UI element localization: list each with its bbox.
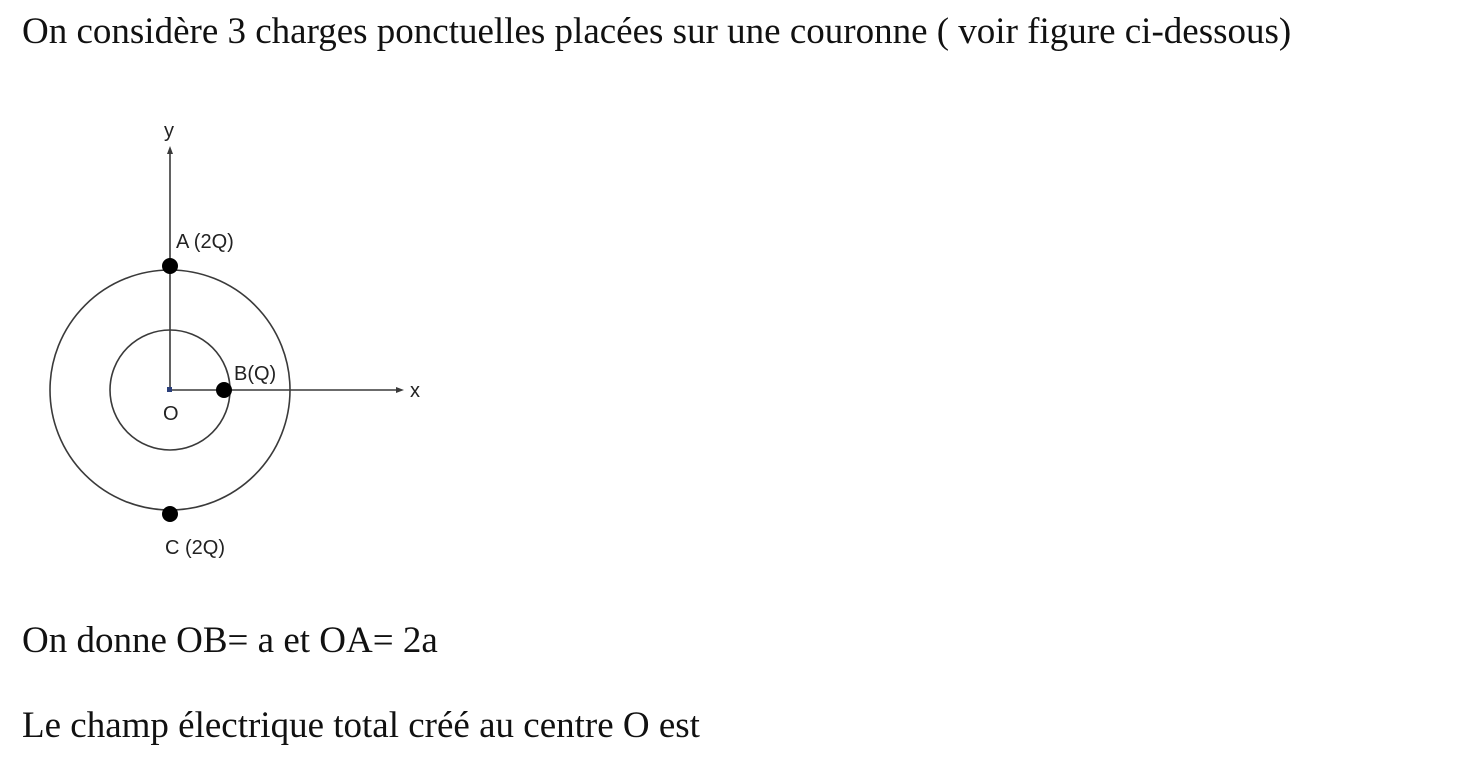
intro-text: On considère 3 charges ponctuelles placées sur une couronne ( voir figure ci-dessous) bbox=[22, 11, 1292, 52]
question-text: Le champ électrique total créé au centre O est bbox=[22, 705, 700, 746]
charge-a-label: A (2Q) bbox=[176, 231, 234, 253]
y-axis-arrowhead bbox=[167, 146, 173, 154]
origin-label: O bbox=[163, 403, 179, 425]
charge-c-point bbox=[162, 506, 178, 522]
y-axis-label: y bbox=[164, 120, 174, 142]
x-axis-label: x bbox=[410, 380, 420, 402]
charge-c-label: C (2Q) bbox=[165, 537, 225, 559]
given-text: On donne OB= a et OA= 2a bbox=[22, 620, 438, 661]
x-axis-arrowhead bbox=[396, 387, 404, 393]
charge-ring-figure bbox=[0, 0, 460, 600]
charge-a-point bbox=[162, 258, 178, 274]
charge-b-point bbox=[216, 382, 232, 398]
origin-marker bbox=[167, 387, 172, 392]
charge-b-label: B(Q) bbox=[234, 363, 277, 385]
